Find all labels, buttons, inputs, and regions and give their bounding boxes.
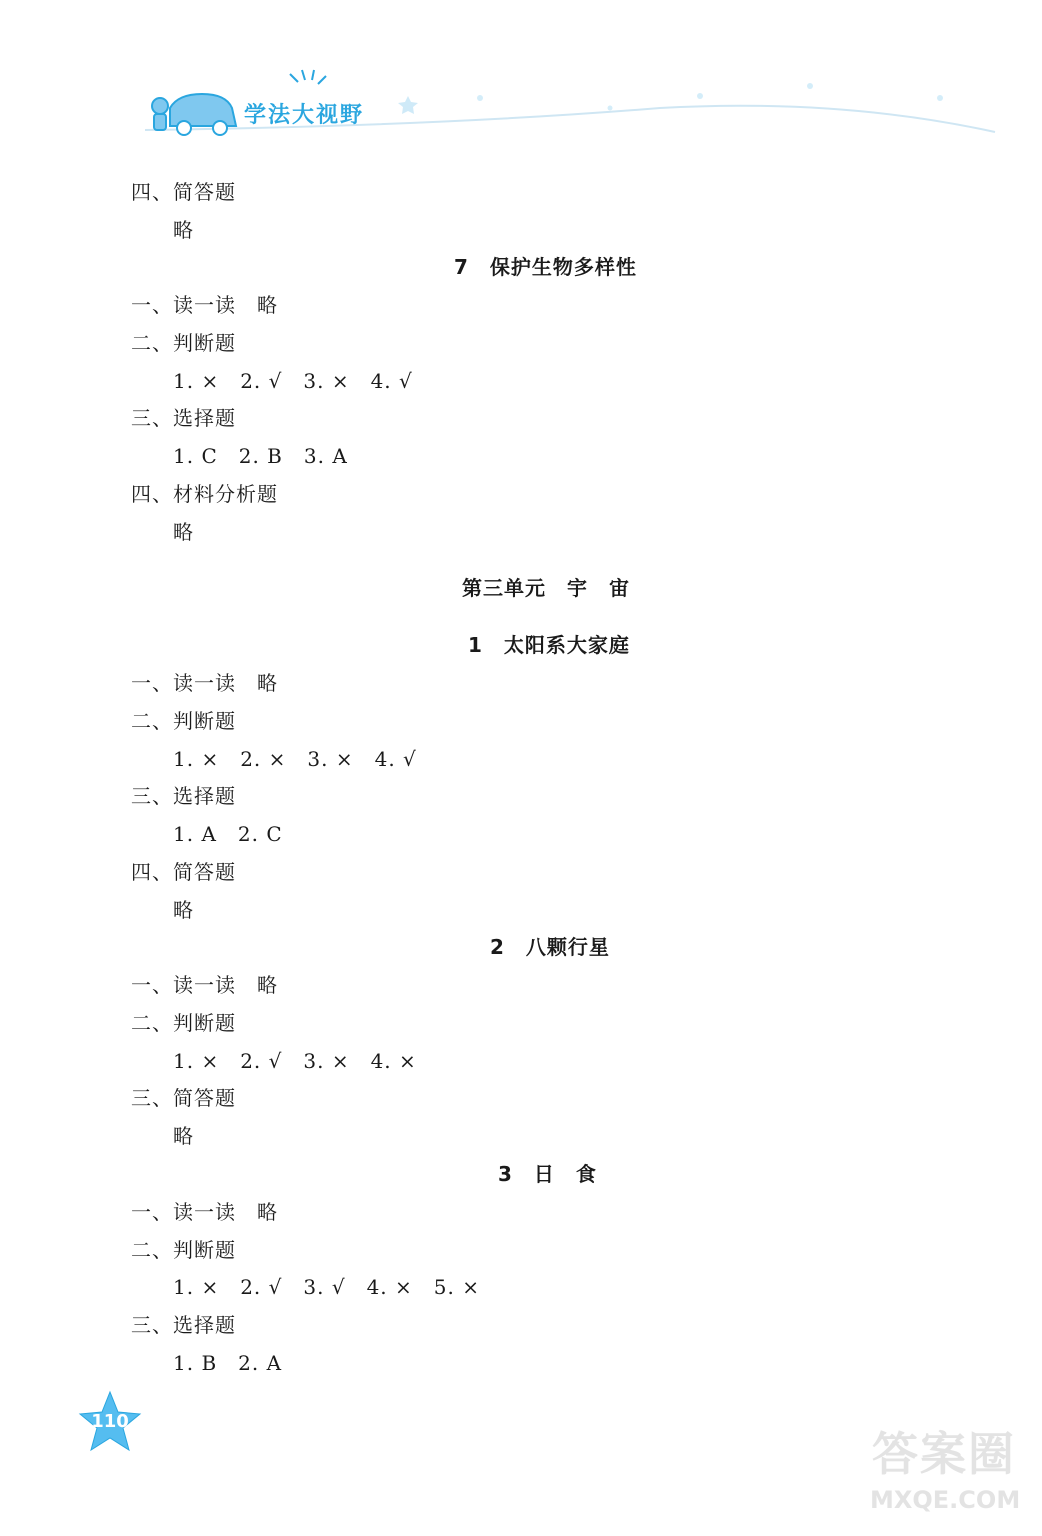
- answer-line: 1. × 2. √ 3. √ 4. × 5. ×: [173, 1275, 480, 1299]
- lesson-title: 2 八颗行星: [490, 935, 610, 959]
- section-heading: 三、选择题: [131, 1313, 236, 1337]
- section-heading: 四、简答题: [131, 180, 236, 204]
- section-heading: 一、读一读 略: [131, 671, 278, 695]
- answer-line: 略: [173, 218, 194, 242]
- section-heading: 一、读一读 略: [131, 293, 278, 317]
- watermark-url: MXQE.COM: [870, 1486, 1021, 1514]
- answer-line: 1. A 2. C: [173, 822, 283, 846]
- page-number-badge: [78, 1390, 142, 1454]
- header-banner: [140, 68, 1000, 148]
- section-heading: 四、简答题: [131, 860, 236, 884]
- logo-text: 学法大视野: [244, 103, 365, 128]
- answer-line: 1. × 2. √ 3. × 4. ×: [173, 1049, 417, 1073]
- watermark-text: 答案圈: [872, 1427, 1016, 1481]
- answer-line: 1. B 2. A: [173, 1351, 283, 1375]
- lesson-title: 7 保护生物多样性: [454, 255, 637, 279]
- answer-line: 略: [173, 898, 194, 922]
- section-heading: 二、判断题: [131, 331, 236, 355]
- section-heading: 一、读一读 略: [131, 1200, 278, 1224]
- lesson-title: 3 日 食: [498, 1162, 597, 1186]
- unit-title: 第三单元 宇 宙: [462, 576, 630, 600]
- answer-line: 略: [173, 520, 194, 544]
- page-number: 110: [91, 1411, 129, 1432]
- lesson-title: 1 太阳系大家庭: [468, 633, 630, 657]
- section-heading: 二、判断题: [131, 1238, 236, 1262]
- answer-line: 1. × 2. × 3. × 4. √: [173, 747, 417, 771]
- section-heading: 二、判断题: [131, 709, 236, 733]
- section-heading: 一、读一读 略: [131, 973, 278, 997]
- section-heading: 三、选择题: [131, 406, 236, 430]
- section-heading: 三、简答题: [131, 1086, 236, 1110]
- answer-line: 略: [173, 1124, 194, 1148]
- section-heading: 四、材料分析题: [131, 482, 278, 506]
- section-heading: 三、选择题: [131, 784, 236, 808]
- watermark: [862, 1408, 1032, 1528]
- answer-line: 1. × 2. √ 3. × 4. √: [173, 369, 413, 393]
- answer-line: 1. C 2. B 3. A: [173, 444, 348, 468]
- section-heading: 二、判断题: [131, 1011, 236, 1035]
